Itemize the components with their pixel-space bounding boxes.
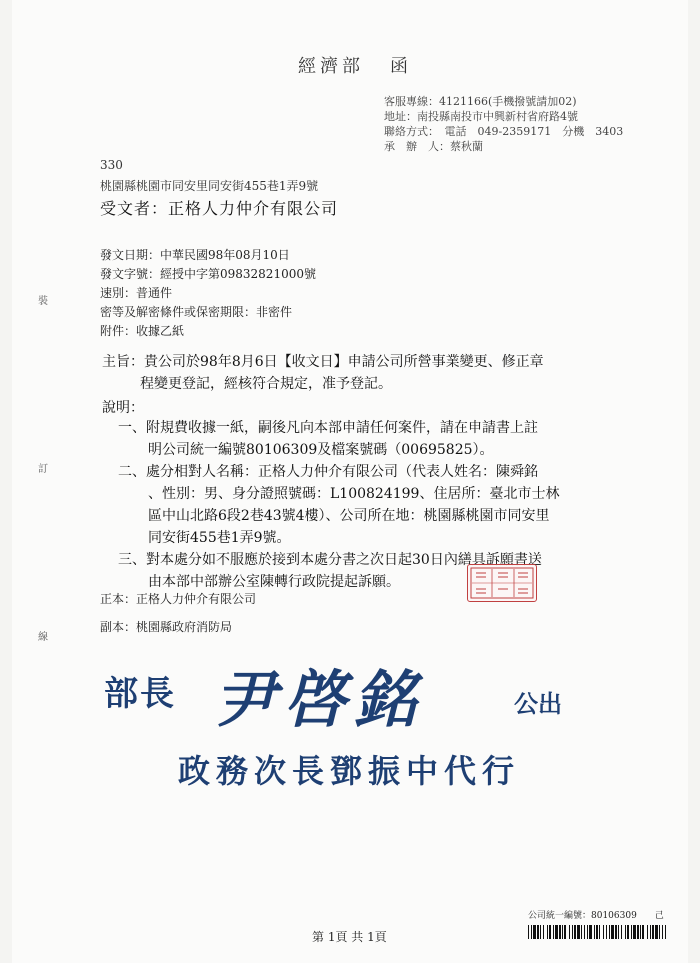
contact-hotline: 客服專線：4121166(手機撥號請加02) (384, 95, 577, 108)
document-title (298, 52, 412, 78)
explanation-label: 說明： (102, 400, 144, 416)
barcode (528, 925, 666, 939)
acting-official: 政務次長鄧振中代行 (178, 752, 521, 790)
confidentiality: 密等及解密條件或保密期限：非密件 (100, 305, 293, 319)
postal-code: 330 (100, 158, 123, 172)
minister-signature-stamp (74, 650, 594, 790)
item-3-line-1: 三、對本處分如不服應於接到本處分書之次日起30日內繕具訴願書送 (118, 552, 542, 568)
issue-number: 發文字號：經授中字第09832821000號 (100, 267, 316, 281)
subject-line-1: 主旨：貴公司於98年8月6日【收文日】申請公司所營事業變更、修正章 (102, 354, 544, 370)
document-type: 函 (390, 56, 412, 77)
document-page (12, 0, 688, 963)
official-seal-stamp (467, 564, 537, 602)
ministry-name: 經濟部 (298, 56, 364, 77)
attachment: 附件：收據乙紙 (100, 324, 185, 338)
original-recipient: 正本：正格人力仲介有限公司 (100, 592, 257, 606)
item-2-line-2: 、性別：男、身分證照號碼：L100824199、住居所：臺北市士林 (148, 486, 560, 502)
binding-mark-top: 裝 (38, 296, 48, 307)
contact-address: 地址：南投縣南投市中興新村省府路4號 (384, 110, 578, 123)
issue-date: 發文日期：中華民國98年08月10日 (100, 248, 290, 262)
item-1-line-1: 一、附規費收據一紙，嗣後凡向本部申請任何案件，請在申請書上註 (118, 420, 538, 436)
urgency: 速別：普通件 (100, 286, 173, 300)
contact-phone: 聯絡方式： 電話 049-2359171 分機 3403 (384, 125, 624, 138)
item-2-line-1: 二、處分相對人名稱：正格人力仲介有限公司（代表人姓名：陳舜銘 (118, 464, 538, 480)
signature-title: 部長 (104, 674, 176, 714)
recipient-address: 桃園縣桃園市同安里同安街455巷1弄9號 (100, 179, 319, 193)
contact-officer: 承 辦 人：蔡秋蘭 (384, 140, 483, 153)
binding-mark-middle: 訂 (38, 464, 48, 475)
item-2-line-4: 同安街455巷1弄9號。 (148, 530, 291, 546)
item-1-line-2: 明公司統一編號80106309及檔案號碼（00695825）。 (148, 442, 494, 458)
item-3-line-2: 由本部中部辦公室陳轉行政院提起訴願。 (148, 574, 400, 590)
company-id-label: 公司統一編號：80106309 己 (528, 911, 664, 921)
signature-name: 尹啓銘 (214, 663, 425, 736)
recipient-name: 受文者：正格人力仲介有限公司 (100, 199, 339, 218)
subject-line-2: 程變更登記，經核符合規定，准予登記。 (140, 376, 392, 392)
item-2-line-3: 區中山北路6段2巷43號4樓）、公司所在地：桃園縣桃園市同安里 (148, 508, 550, 524)
signature-suffix: 公出 (514, 689, 562, 718)
copy-recipient: 副本：桃園縣政府消防局 (100, 620, 233, 634)
binding-mark-bottom: 線 (38, 632, 48, 643)
page-number: 第 1頁 共 1頁 (312, 930, 387, 944)
